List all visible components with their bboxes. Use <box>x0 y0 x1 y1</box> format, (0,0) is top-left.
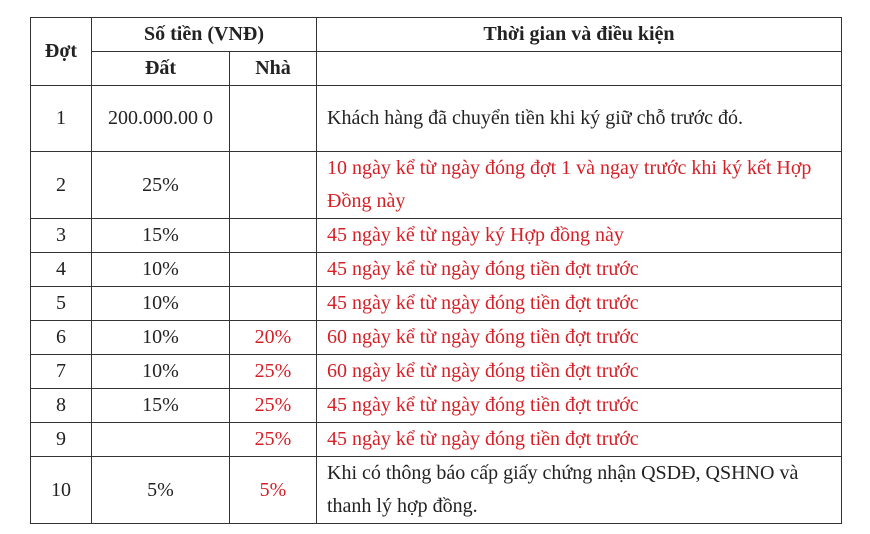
cell-dot: 6 <box>31 321 92 355</box>
cell-condition: Khi có thông báo cấp giấy chứng nhận QSDĐ, QSHNO và thanh lý hợp đồng. <box>317 457 842 524</box>
cell-house: 25% <box>230 423 317 457</box>
cell-house <box>230 86 317 152</box>
cell-condition: 45 ngày kể từ ngày đóng tiền đợt trước <box>317 287 842 321</box>
table-row <box>31 287 842 321</box>
header-dot: Đợt <box>31 18 92 86</box>
cell-dot: 3 <box>31 219 92 253</box>
cell-house <box>230 152 317 219</box>
cell-dot: 8 <box>31 389 92 423</box>
header-land: Đất <box>92 52 230 86</box>
subheader-row <box>31 52 842 86</box>
cell-condition: 10 ngày kể từ ngày đóng đợt 1 và ngay trước khi ký kết Hợp Đồng này <box>317 152 842 219</box>
cell-condition: 45 ngày kể từ ngày đóng tiền đợt trước <box>317 253 842 287</box>
table-row <box>31 253 842 287</box>
table-row <box>31 423 842 457</box>
table-row <box>31 152 842 219</box>
header-house: Nhà <box>230 52 317 86</box>
cell-land: 200.000.00 0 <box>92 86 230 152</box>
cell-condition: Khách hàng đã chuyển tiền khi ký giữ chỗ trước đó. <box>317 86 842 152</box>
cell-condition: 45 ngày kể từ ngày đóng tiền đợt trước <box>317 423 842 457</box>
cell-dot: 7 <box>31 355 92 389</box>
cell-condition: 45 ngày kể từ ngày đóng tiền đợt trước <box>317 389 842 423</box>
cell-condition: 45 ngày kể từ ngày ký Hợp đồng này <box>317 219 842 253</box>
header-empty <box>317 52 842 86</box>
cell-house: 25% <box>230 389 317 423</box>
table-row <box>31 321 842 355</box>
table-row <box>31 457 842 524</box>
cell-land: 25% <box>92 152 230 219</box>
cell-dot: 4 <box>31 253 92 287</box>
cell-house: 5% <box>230 457 317 524</box>
cell-house <box>230 219 317 253</box>
cell-land: 5% <box>92 457 230 524</box>
cell-dot: 1 <box>31 86 92 152</box>
cell-dot: 9 <box>31 423 92 457</box>
payment-schedule-table <box>30 17 842 524</box>
cell-land: 15% <box>92 389 230 423</box>
cell-house: 20% <box>230 321 317 355</box>
cell-house <box>230 287 317 321</box>
cell-land: 10% <box>92 287 230 321</box>
cell-land: 10% <box>92 253 230 287</box>
cell-land <box>92 423 230 457</box>
cell-dot: 5 <box>31 287 92 321</box>
table-row <box>31 355 842 389</box>
table-row <box>31 389 842 423</box>
cell-land: 10% <box>92 355 230 389</box>
cell-land: 15% <box>92 219 230 253</box>
table-row <box>31 219 842 253</box>
header-amount: Số tiền (VNĐ) <box>92 18 317 52</box>
cell-house: 25% <box>230 355 317 389</box>
cell-land: 10% <box>92 321 230 355</box>
cell-condition: 60 ngày kể từ ngày đóng tiền đợt trước <box>317 321 842 355</box>
header-row <box>31 18 842 52</box>
cell-dot: 2 <box>31 152 92 219</box>
cell-dot: 10 <box>31 457 92 524</box>
table-row <box>31 86 842 152</box>
header-time: Thời gian và điều kiện <box>317 18 842 52</box>
cell-condition: 60 ngày kể từ ngày đóng tiền đợt trước <box>317 355 842 389</box>
cell-house <box>230 253 317 287</box>
